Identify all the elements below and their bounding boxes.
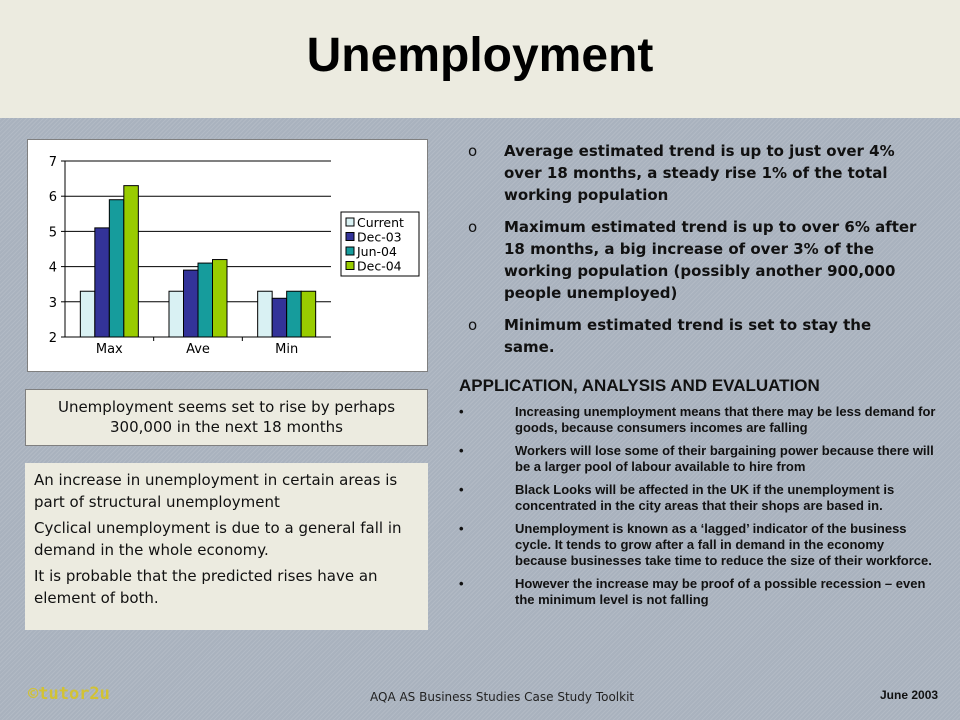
analysis-list: [459, 404, 939, 615]
bar-dec-04-ave: [213, 260, 228, 337]
notes-box: [25, 463, 428, 630]
trend-item: [466, 216, 926, 304]
legend-label: Jun-04: [357, 244, 397, 259]
analysis-text: Black Looks will be affected in the UK if the unemployment is concentrated in the city areas that their shops are based in.: [515, 482, 895, 513]
bar-dec-03-max: [95, 228, 110, 337]
bar-jun-04-max: [109, 200, 124, 337]
legend-label: Current: [357, 215, 404, 230]
analysis-bullet: •: [459, 482, 464, 497]
legend-swatch: [346, 233, 354, 241]
tutor2u-logo: ©tutor2u: [28, 684, 110, 704]
slide-title: Unemployment: [306, 29, 654, 82]
bar-jun-04-min: [287, 291, 302, 337]
analysis-text: Unemployment is known as a ‘lagged’ indicator of the business cycle. It tends to grow after a fall in demand in the economy because businesses take time to reduce the size of their workforce.: [515, 521, 932, 568]
note-both: It is probable that the predicted rises have an element of both.: [34, 567, 378, 607]
legend-label: Dec-04: [357, 258, 402, 274]
bar-dec-04-min: [301, 291, 316, 337]
note-structural: An increase in unemployment in certain areas is part of structural unemployment: [34, 471, 398, 511]
note-cyclical: Cyclical unemployment is due to a general fall in demand in the whole economy.: [34, 519, 402, 559]
trend-text: Average estimated trend is up to just over 4% over 18 months, a steady rise 1% of the total working population: [504, 142, 895, 204]
trend-bullet: o: [468, 316, 478, 334]
analysis-item: [459, 404, 939, 436]
analysis-item: [459, 576, 939, 608]
y-tick-label: 2: [48, 331, 57, 346]
bar-dec-03-min: [272, 298, 287, 337]
x-tick-label: Max: [95, 342, 123, 357]
y-tick-label: 4: [48, 260, 57, 276]
legend-swatch: [346, 218, 354, 226]
trend-text: Maximum estimated trend is up to over 6% after 18 months, a big increase of over 3% of the working population (possibly another 900,000 people unemployed): [504, 218, 917, 302]
chart-caption: Unemployment seems set to rise by perhaps 300,000 in the next 18 months: [25, 389, 428, 446]
analysis-item: [459, 443, 939, 475]
analysis-bullet: •: [459, 521, 464, 536]
bar-current-max: [80, 291, 95, 337]
legend-label: Dec-03: [357, 229, 402, 245]
x-tick-label: Ave: [186, 342, 210, 357]
unemployment-chart: [27, 139, 428, 372]
y-tick-label: 7: [48, 155, 57, 170]
analysis-text: However the increase may be proof of a possible recession – even the minimum level is not falling: [515, 576, 926, 607]
chart-canvas: [28, 140, 427, 371]
analysis-item: [459, 482, 939, 514]
footer-toolkit-label: AQA AS Business Studies Case Study Toolkit: [370, 690, 635, 704]
y-tick-label: 5: [48, 225, 57, 241]
bar-current-ave: [169, 291, 184, 337]
analysis-bullet: •: [459, 404, 464, 419]
analysis-item: [459, 521, 939, 569]
trend-item: [466, 140, 926, 206]
trend-text: Minimum estimated trend is set to stay the same.: [504, 316, 872, 356]
analysis-bullet: •: [459, 443, 464, 458]
y-tick-label: 6: [48, 190, 57, 206]
y-tick-label: 3: [48, 295, 57, 311]
legend-swatch: [346, 262, 354, 270]
analysis-text: Workers will lose some of their bargaining power because there will be a larger pool of labour available to hire from: [515, 443, 934, 474]
trend-list: [466, 140, 926, 368]
bar-dec-03-ave: [184, 270, 199, 337]
legend-swatch: [346, 247, 354, 255]
bar-jun-04-ave: [198, 263, 213, 337]
x-tick-label: Min: [275, 342, 299, 357]
analysis-bullet: •: [459, 576, 464, 591]
bar-dec-04-max: [124, 186, 139, 337]
footer-date: June 2003: [880, 688, 939, 702]
trend-bullet: o: [468, 218, 478, 236]
analysis-heading: APPLICATION, ANALYSIS AND EVALUATION: [459, 376, 820, 395]
trend-item: [466, 314, 926, 358]
trend-bullet: o: [468, 142, 478, 160]
analysis-text: Increasing unemployment means that there may be less demand for goods, because consumers incomes are falling: [515, 404, 936, 435]
bar-current-min: [258, 291, 273, 337]
